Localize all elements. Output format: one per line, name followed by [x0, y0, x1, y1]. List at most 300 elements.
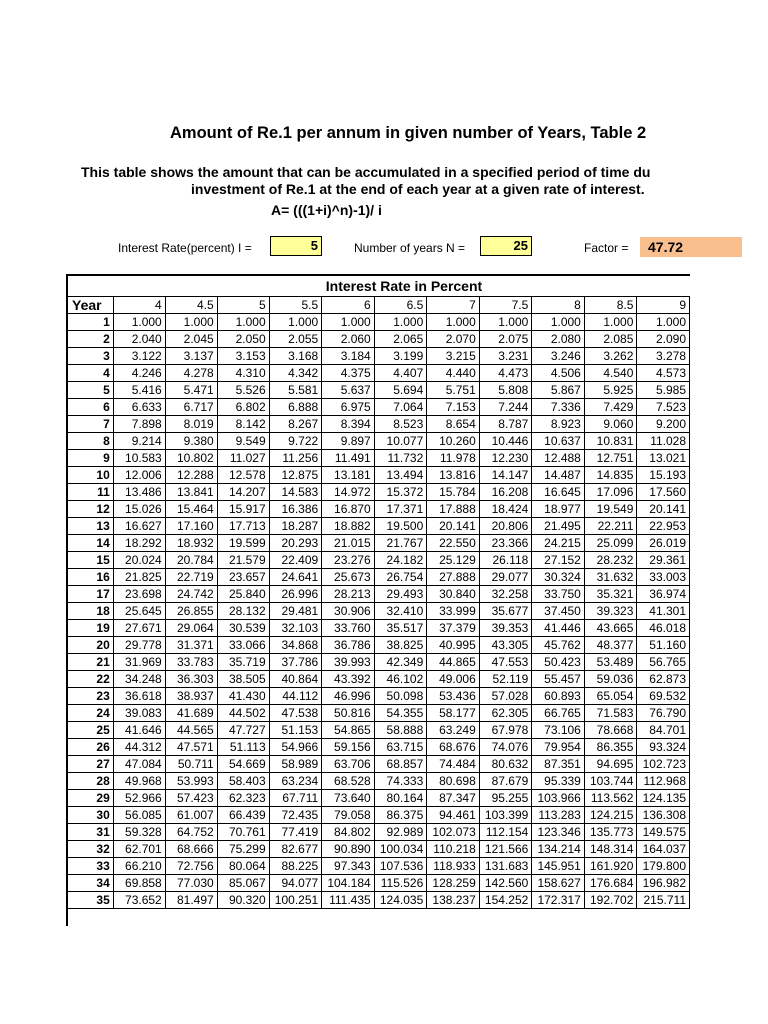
value-cell: 26.118 — [479, 552, 532, 569]
value-cell: 35.677 — [479, 603, 532, 620]
value-cell: 37.379 — [427, 620, 480, 637]
value-cell: 11.256 — [269, 450, 322, 467]
value-cell: 67.978 — [479, 722, 532, 739]
value-cell: 26.855 — [165, 603, 217, 620]
value-cell: 41.646 — [113, 722, 165, 739]
value-cell: 26.996 — [269, 586, 322, 603]
year-cell: 32 — [68, 841, 113, 858]
value-cell: 54.355 — [374, 705, 427, 722]
value-cell: 4.278 — [165, 365, 217, 382]
value-cell: 47.553 — [479, 654, 532, 671]
value-cell: 5.526 — [217, 382, 269, 399]
value-cell: 94.461 — [427, 807, 480, 824]
value-cell: 138.237 — [427, 892, 480, 909]
value-cell: 35.321 — [584, 586, 637, 603]
value-cell: 37.786 — [269, 654, 322, 671]
value-cell: 14.972 — [322, 484, 375, 501]
value-cell: 33.783 — [165, 654, 217, 671]
value-cell: 18.292 — [113, 535, 165, 552]
value-cell: 82.677 — [269, 841, 322, 858]
value-cell: 61.007 — [165, 807, 217, 824]
rate-header-cell: 5 — [217, 297, 269, 314]
value-cell: 29.493 — [374, 586, 427, 603]
value-cell: 6.888 — [269, 399, 322, 416]
value-cell: 52.119 — [479, 671, 532, 688]
table-row — [68, 331, 690, 348]
value-cell: 4.246 — [113, 365, 165, 382]
value-cell: 4.473 — [479, 365, 532, 382]
page-title: Amount of Re.1 per annum in given number of Years, Table 2 — [170, 124, 647, 142]
value-cell: 66.765 — [532, 705, 585, 722]
value-cell: 34.868 — [269, 637, 322, 654]
value-cell: 25.645 — [113, 603, 165, 620]
value-cell: 72.756 — [165, 858, 217, 875]
value-cell: 39.353 — [479, 620, 532, 637]
value-cell: 6.717 — [165, 399, 217, 416]
value-cell: 1.000 — [113, 314, 165, 331]
value-cell: 2.090 — [637, 331, 690, 348]
value-cell: 27.671 — [113, 620, 165, 637]
value-cell: 97.343 — [322, 858, 375, 875]
value-cell: 2.065 — [374, 331, 427, 348]
value-cell: 57.028 — [479, 688, 532, 705]
interest-table — [66, 274, 690, 926]
value-cell: 26.754 — [374, 569, 427, 586]
value-cell: 62.701 — [113, 841, 165, 858]
value-cell: 65.054 — [584, 688, 637, 705]
value-cell: 63.234 — [269, 773, 322, 790]
value-cell: 60.893 — [532, 688, 585, 705]
value-cell: 16.208 — [479, 484, 532, 501]
value-cell: 24.215 — [532, 535, 585, 552]
value-cell: 23.657 — [217, 569, 269, 586]
value-cell: 54.966 — [269, 739, 322, 756]
value-cell: 34.248 — [113, 671, 165, 688]
value-cell: 20.141 — [427, 518, 480, 535]
value-cell: 10.637 — [532, 433, 585, 450]
year-cell: 19 — [68, 620, 113, 637]
value-cell: 26.019 — [637, 535, 690, 552]
value-cell: 70.761 — [217, 824, 269, 841]
value-cell: 29.077 — [479, 569, 532, 586]
value-cell: 17.096 — [584, 484, 637, 501]
value-cell: 1.000 — [427, 314, 480, 331]
value-cell: 12.288 — [165, 467, 217, 484]
value-cell: 3.122 — [113, 348, 165, 365]
value-cell: 179.800 — [637, 858, 690, 875]
value-cell: 158.627 — [532, 875, 585, 892]
value-cell: 66.439 — [217, 807, 269, 824]
value-cell: 4.506 — [532, 365, 585, 382]
value-cell: 62.323 — [217, 790, 269, 807]
year-cell: 27 — [68, 756, 113, 773]
value-cell: 62.305 — [479, 705, 532, 722]
value-cell: 73.640 — [322, 790, 375, 807]
amount-table — [68, 296, 690, 909]
value-cell: 32.103 — [269, 620, 322, 637]
rate-input[interactable]: 5 — [270, 236, 322, 256]
value-cell: 33.999 — [427, 603, 480, 620]
value-cell: 2.045 — [165, 331, 217, 348]
year-cell: 8 — [68, 433, 113, 450]
value-cell: 53.993 — [165, 773, 217, 790]
value-cell: 16.870 — [322, 501, 375, 518]
value-cell: 51.160 — [637, 637, 690, 654]
value-cell: 23.698 — [113, 586, 165, 603]
value-cell: 17.888 — [427, 501, 480, 518]
value-cell: 50.711 — [165, 756, 217, 773]
table-row — [68, 450, 690, 467]
value-cell: 112.154 — [479, 824, 532, 841]
value-cell: 7.523 — [637, 399, 690, 416]
value-cell: 124.215 — [584, 807, 637, 824]
value-cell: 16.627 — [113, 518, 165, 535]
value-cell: 12.006 — [113, 467, 165, 484]
value-cell: 192.702 — [584, 892, 637, 909]
value-cell: 13.181 — [322, 467, 375, 484]
value-cell: 31.969 — [113, 654, 165, 671]
value-cell: 63.715 — [374, 739, 427, 756]
value-cell: 30.906 — [322, 603, 375, 620]
year-cell: 3 — [68, 348, 113, 365]
value-cell: 46.018 — [637, 620, 690, 637]
year-cell: 11 — [68, 484, 113, 501]
value-cell: 21.495 — [532, 518, 585, 535]
value-cell: 18.932 — [165, 535, 217, 552]
value-cell: 113.283 — [532, 807, 585, 824]
value-cell: 29.064 — [165, 620, 217, 637]
value-cell: 49.006 — [427, 671, 480, 688]
value-cell: 94.077 — [269, 875, 322, 892]
year-cell: 5 — [68, 382, 113, 399]
value-cell: 10.077 — [374, 433, 427, 450]
table-row — [68, 892, 690, 909]
year-cell: 2 — [68, 331, 113, 348]
value-cell: 30.324 — [532, 569, 585, 586]
value-cell: 29.778 — [113, 637, 165, 654]
value-cell: 37.450 — [532, 603, 585, 620]
value-cell: 5.867 — [532, 382, 585, 399]
value-cell: 21.767 — [374, 535, 427, 552]
value-cell: 47.571 — [165, 739, 217, 756]
table-row — [68, 467, 690, 484]
value-cell: 3.153 — [217, 348, 269, 365]
value-cell: 68.666 — [165, 841, 217, 858]
value-cell: 121.566 — [479, 841, 532, 858]
rate-header-cell: 6 — [322, 297, 375, 314]
value-cell: 53.489 — [584, 654, 637, 671]
value-cell: 3.215 — [427, 348, 480, 365]
value-cell: 2.085 — [584, 331, 637, 348]
value-cell: 5.581 — [269, 382, 322, 399]
table-row — [68, 603, 690, 620]
rate-header-cell: 4 — [113, 297, 165, 314]
value-cell: 16.645 — [532, 484, 585, 501]
table-row — [68, 382, 690, 399]
value-cell: 92.989 — [374, 824, 427, 841]
value-cell: 17.371 — [374, 501, 427, 518]
value-cell: 63.249 — [427, 722, 480, 739]
value-cell: 28.213 — [322, 586, 375, 603]
value-cell: 86.375 — [374, 807, 427, 824]
value-cell: 44.565 — [165, 722, 217, 739]
value-cell: 39.993 — [322, 654, 375, 671]
value-cell: 10.260 — [427, 433, 480, 450]
value-cell: 24.641 — [269, 569, 322, 586]
value-cell: 44.112 — [269, 688, 322, 705]
value-cell: 73.652 — [113, 892, 165, 909]
value-cell: 103.399 — [479, 807, 532, 824]
value-cell: 76.790 — [637, 705, 690, 722]
value-cell: 136.308 — [637, 807, 690, 824]
value-cell: 43.392 — [322, 671, 375, 688]
rate-header-cell: 7 — [427, 297, 480, 314]
value-cell: 41.446 — [532, 620, 585, 637]
value-cell: 7.429 — [584, 399, 637, 416]
value-cell: 154.252 — [479, 892, 532, 909]
value-cell: 16.386 — [269, 501, 322, 518]
value-cell: 1.000 — [269, 314, 322, 331]
value-cell: 15.372 — [374, 484, 427, 501]
year-cell: 12 — [68, 501, 113, 518]
value-cell: 176.684 — [584, 875, 637, 892]
year-cell: 20 — [68, 637, 113, 654]
value-cell: 68.528 — [322, 773, 375, 790]
value-cell: 33.750 — [532, 586, 585, 603]
value-cell: 1.000 — [374, 314, 427, 331]
value-cell: 2.070 — [427, 331, 480, 348]
value-cell: 67.711 — [269, 790, 322, 807]
table-row — [68, 705, 690, 722]
year-cell: 28 — [68, 773, 113, 790]
value-cell: 124.135 — [637, 790, 690, 807]
year-cell: 15 — [68, 552, 113, 569]
value-cell: 59.328 — [113, 824, 165, 841]
year-cell: 30 — [68, 807, 113, 824]
value-cell: 23.276 — [322, 552, 375, 569]
table-row — [68, 365, 690, 382]
value-cell: 39.323 — [584, 603, 637, 620]
year-header: Year — [68, 297, 113, 314]
value-cell: 36.786 — [322, 637, 375, 654]
value-cell: 13.841 — [165, 484, 217, 501]
value-cell: 35.719 — [217, 654, 269, 671]
value-cell: 50.098 — [374, 688, 427, 705]
value-cell: 3.137 — [165, 348, 217, 365]
value-cell: 161.920 — [584, 858, 637, 875]
value-cell: 131.683 — [479, 858, 532, 875]
value-cell: 7.153 — [427, 399, 480, 416]
value-cell: 7.244 — [479, 399, 532, 416]
value-cell: 50.423 — [532, 654, 585, 671]
value-cell: 13.494 — [374, 467, 427, 484]
value-cell: 1.000 — [217, 314, 269, 331]
value-cell: 86.355 — [584, 739, 637, 756]
year-cell: 35 — [68, 892, 113, 909]
year-cell: 26 — [68, 739, 113, 756]
value-cell: 15.784 — [427, 484, 480, 501]
value-cell: 2.060 — [322, 331, 375, 348]
year-cell: 9 — [68, 450, 113, 467]
years-input[interactable]: 25 — [480, 236, 532, 256]
year-cell: 1 — [68, 314, 113, 331]
value-cell: 1.000 — [637, 314, 690, 331]
value-cell: 71.583 — [584, 705, 637, 722]
value-cell: 59.156 — [322, 739, 375, 756]
value-cell: 32.410 — [374, 603, 427, 620]
value-cell: 87.351 — [532, 756, 585, 773]
value-cell: 88.225 — [269, 858, 322, 875]
value-cell: 7.898 — [113, 416, 165, 433]
value-cell: 17.713 — [217, 518, 269, 535]
value-cell: 20.806 — [479, 518, 532, 535]
value-cell: 31.371 — [165, 637, 217, 654]
value-cell: 66.210 — [113, 858, 165, 875]
value-cell: 14.487 — [532, 467, 585, 484]
value-cell: 22.953 — [637, 518, 690, 535]
table-row — [68, 637, 690, 654]
value-cell: 3.184 — [322, 348, 375, 365]
value-cell: 53.436 — [427, 688, 480, 705]
value-cell: 77.419 — [269, 824, 322, 841]
value-cell: 78.668 — [584, 722, 637, 739]
value-cell: 28.132 — [217, 603, 269, 620]
value-cell: 5.925 — [584, 382, 637, 399]
value-cell: 31.632 — [584, 569, 637, 586]
value-cell: 51.153 — [269, 722, 322, 739]
value-cell: 9.060 — [584, 416, 637, 433]
table-row — [68, 620, 690, 637]
value-cell: 1.000 — [322, 314, 375, 331]
year-cell: 18 — [68, 603, 113, 620]
value-cell: 124.035 — [374, 892, 427, 909]
table-row — [68, 654, 690, 671]
value-cell: 5.808 — [479, 382, 532, 399]
value-cell: 3.231 — [479, 348, 532, 365]
value-cell: 93.324 — [637, 739, 690, 756]
value-cell: 84.701 — [637, 722, 690, 739]
value-cell: 43.305 — [479, 637, 532, 654]
value-cell: 3.199 — [374, 348, 427, 365]
value-cell: 29.361 — [637, 552, 690, 569]
value-cell: 79.058 — [322, 807, 375, 824]
value-cell: 6.975 — [322, 399, 375, 416]
value-cell: 11.491 — [322, 450, 375, 467]
value-cell: 10.583 — [113, 450, 165, 467]
table-row — [68, 739, 690, 756]
value-cell: 1.000 — [165, 314, 217, 331]
value-cell: 32.258 — [479, 586, 532, 603]
value-cell: 95.339 — [532, 773, 585, 790]
value-cell: 41.301 — [637, 603, 690, 620]
value-cell: 118.933 — [427, 858, 480, 875]
year-cell: 31 — [68, 824, 113, 841]
value-cell: 15.464 — [165, 501, 217, 518]
value-cell: 95.255 — [479, 790, 532, 807]
value-cell: 25.099 — [584, 535, 637, 552]
value-cell: 77.030 — [165, 875, 217, 892]
table-row — [68, 518, 690, 535]
value-cell: 2.050 — [217, 331, 269, 348]
value-cell: 44.865 — [427, 654, 480, 671]
description-line-1: This table shows the amount that can be accumulated in a specified period of time du — [81, 164, 651, 180]
value-cell: 55.457 — [532, 671, 585, 688]
value-cell: 30.840 — [427, 586, 480, 603]
value-cell: 24.742 — [165, 586, 217, 603]
value-cell: 58.888 — [374, 722, 427, 739]
year-cell: 14 — [68, 535, 113, 552]
value-cell: 8.019 — [165, 416, 217, 433]
table-row — [68, 824, 690, 841]
interest-rate-header: Interest Rate in Percent — [325, 278, 483, 294]
value-cell: 69.858 — [113, 875, 165, 892]
years-label: Number of years N = — [354, 241, 466, 255]
value-cell: 18.287 — [269, 518, 322, 535]
value-cell: 57.423 — [165, 790, 217, 807]
value-cell: 25.673 — [322, 569, 375, 586]
value-cell: 33.760 — [322, 620, 375, 637]
value-cell: 74.484 — [427, 756, 480, 773]
value-cell: 19.599 — [217, 535, 269, 552]
value-cell: 54.669 — [217, 756, 269, 773]
value-cell: 69.532 — [637, 688, 690, 705]
value-cell: 8.923 — [532, 416, 585, 433]
value-cell: 40.864 — [269, 671, 322, 688]
value-cell: 128.259 — [427, 875, 480, 892]
value-cell: 104.184 — [322, 875, 375, 892]
value-cell: 87.347 — [427, 790, 480, 807]
value-cell: 74.076 — [479, 739, 532, 756]
value-cell: 145.951 — [532, 858, 585, 875]
value-cell: 5.985 — [637, 382, 690, 399]
factor-output: 47.72 — [640, 237, 742, 257]
table-row — [68, 433, 690, 450]
value-cell: 27.152 — [532, 552, 585, 569]
value-cell: 111.435 — [322, 892, 375, 909]
table-row — [68, 858, 690, 875]
value-cell: 42.349 — [374, 654, 427, 671]
value-cell: 72.435 — [269, 807, 322, 824]
value-cell: 196.982 — [637, 875, 690, 892]
year-cell: 4 — [68, 365, 113, 382]
value-cell: 1.000 — [584, 314, 637, 331]
value-cell: 19.549 — [584, 501, 637, 518]
value-cell: 2.040 — [113, 331, 165, 348]
description-line-2: investment of Re.1 at the end of each year at a given rate of interest. — [191, 181, 645, 197]
value-cell: 107.536 — [374, 858, 427, 875]
value-cell: 11.978 — [427, 450, 480, 467]
value-cell: 36.303 — [165, 671, 217, 688]
value-cell: 24.182 — [374, 552, 427, 569]
value-cell: 21.579 — [217, 552, 269, 569]
year-cell: 7 — [68, 416, 113, 433]
year-cell: 23 — [68, 688, 113, 705]
value-cell: 80.164 — [374, 790, 427, 807]
value-cell: 4.310 — [217, 365, 269, 382]
value-cell: 30.539 — [217, 620, 269, 637]
value-cell: 46.996 — [322, 688, 375, 705]
value-cell: 17.160 — [165, 518, 217, 535]
year-cell: 16 — [68, 569, 113, 586]
rate-header-cell: 4.5 — [165, 297, 217, 314]
value-cell: 35.517 — [374, 620, 427, 637]
value-cell: 44.312 — [113, 739, 165, 756]
rate-header-cell: 8.5 — [584, 297, 637, 314]
value-cell: 3.246 — [532, 348, 585, 365]
value-cell: 5.416 — [113, 382, 165, 399]
value-cell: 3.278 — [637, 348, 690, 365]
value-cell: 50.816 — [322, 705, 375, 722]
